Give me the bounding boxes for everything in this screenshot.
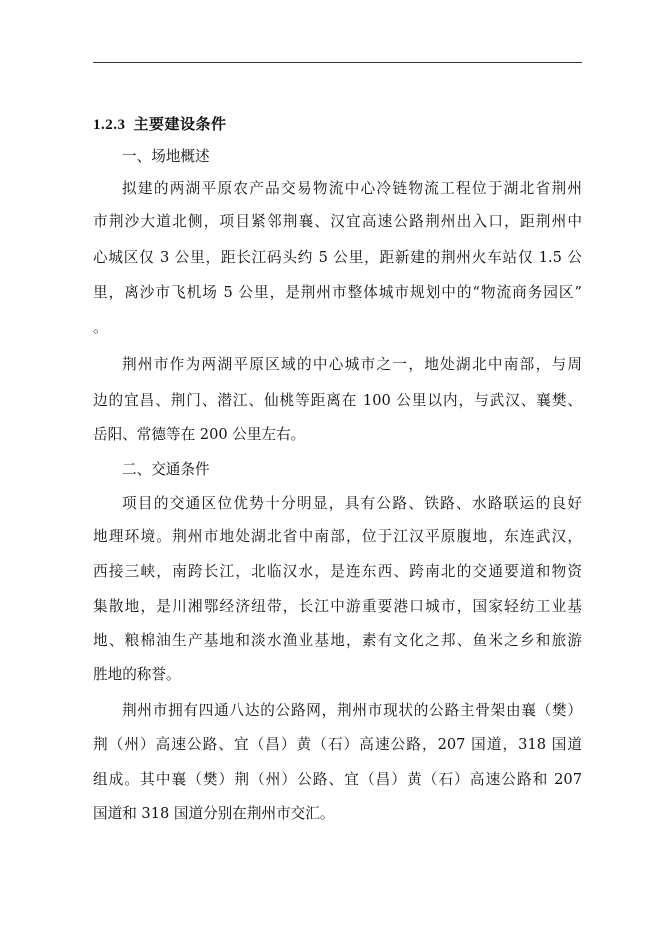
paragraph-line: 里，离沙市飞机场 5 公里，是荆州市整体城市规划中的“物流商务园区” bbox=[93, 284, 582, 301]
paragraph-line: 市荆沙大道北侧，项目紧邻荆襄、汉宜高速公路荆州出入口，距荆州中 bbox=[93, 213, 582, 230]
subsection-heading-traffic: 二、交通条件 bbox=[122, 461, 210, 478]
paragraph-line: 荆（州）高速公路、宜（昌）黄（石）高速公路，207 国道，318 国道 bbox=[93, 736, 582, 753]
paragraph-line: 岳阳、常德等在 200 公里左右。 bbox=[93, 426, 306, 443]
paragraph-line: 心城区仅 3 公里，距长江码头约 5 公里，距新建的荆州火车站仅 1.5 公 bbox=[93, 249, 582, 266]
paragraph-line: 胜地的称誉。 bbox=[93, 666, 181, 683]
paragraph-line: 荆州市作为两湖平原区域的中心城市之一，地处湖北中南部，与周 bbox=[122, 356, 582, 373]
paragraph-line: 地、粮棉油生产基地和淡水渔业基地，素有文化之邦、鱼米之乡和旅游 bbox=[93, 632, 582, 649]
paragraph-line: 边的宜昌、荆门、潜江、仙桃等距离在 100 公里以内，与武汉、襄樊、 bbox=[93, 392, 582, 409]
paragraph-line: 荆州市拥有四通八达的公路网，荆州市现状的公路主骨架由襄（樊） bbox=[122, 702, 582, 719]
subsection-heading-site: 一、场地概述 bbox=[122, 148, 210, 165]
section-number: 1.2.3 bbox=[93, 117, 126, 133]
paragraph-line: 西接三峡，南跨长江，北临汉水，是连东西、跨南北的交通要道和物资 bbox=[93, 563, 582, 580]
paragraph-line: 项目的交通区位优势十分明显，具有公路、铁路、水路联运的良好 bbox=[122, 495, 582, 512]
paragraph-line: 组成。其中襄（樊）荆（州）公路、宜（昌）黄（石）高速公路和 207 bbox=[93, 771, 582, 788]
paragraph-line: 。 bbox=[93, 319, 108, 336]
header-rule bbox=[93, 62, 582, 63]
section-heading bbox=[93, 113, 227, 134]
paragraph-line: 拟建的两湖平原农产品交易物流中心冷链物流工程位于湖北省荆州 bbox=[122, 180, 582, 197]
paragraph-line: 国道和 318 国道分别在荆州市交汇。 bbox=[93, 805, 335, 822]
paragraph-line: 地理环境。荆州市地处湖北省中南部，位于江汉平原腹地，东连武汉， bbox=[93, 528, 582, 545]
section-title: 主要建设条件 bbox=[133, 115, 227, 133]
paragraph-line: 集散地，是川湘鄂经济纽带，长江中游重要港口城市，国家轻纺工业基 bbox=[93, 598, 582, 615]
